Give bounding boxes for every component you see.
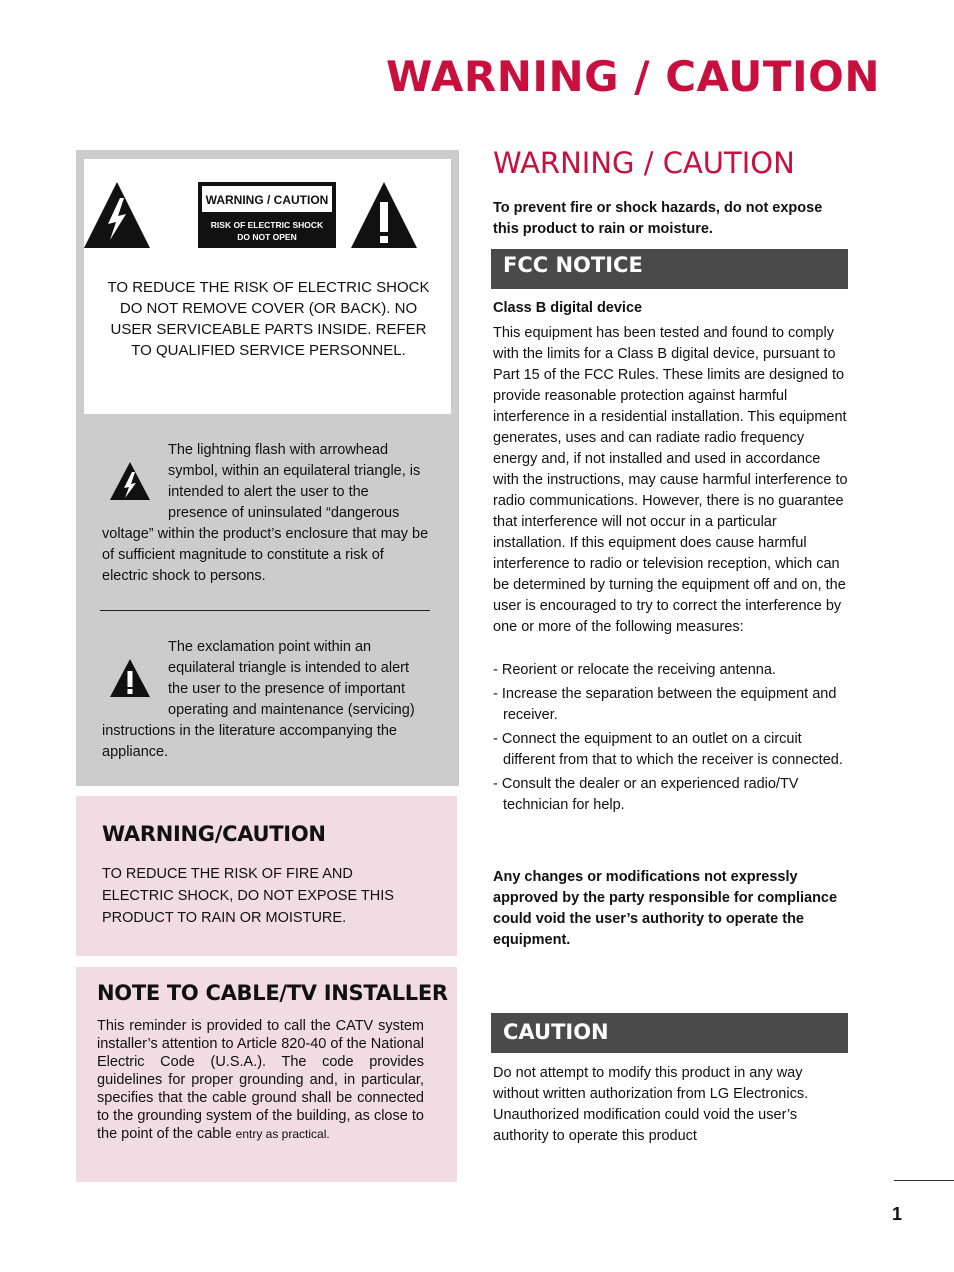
lightning-triangle-icon bbox=[102, 450, 158, 508]
installer-note-small: entry as practical. bbox=[235, 1127, 330, 1141]
warning-caution-text: TO REDUCE THE RISK OF FIRE AND ELECTRIC SHOCK, DO NOT EXPOSE THIS PRODUCT TO RAIN OR MOISTURE. bbox=[102, 866, 394, 926]
label-line2: DO NOT OPEN bbox=[237, 232, 297, 242]
list-item: - Increase the separation between the equipment and receiver. bbox=[493, 686, 837, 723]
footer-rule bbox=[894, 1180, 954, 1181]
section-title: WARNING / CAUTION bbox=[493, 146, 795, 180]
caution-text: Do not attempt to modify this product in any way without written authorization from LG Electronics. Unauthorized modification could void the user’s authority to operate this product bbox=[493, 1065, 809, 1144]
exclamation-triangle-icon bbox=[351, 182, 417, 248]
label-title: WARNING / CAUTION bbox=[205, 193, 329, 207]
lightning-triangle-icon bbox=[84, 182, 150, 248]
fcc-notice-text: This equipment has been tested and found to comply with the limits for a Class B digital device, pursuant to Part 15 of the FCC Rules. These limits are designed to provide reasonable protection against harmful interference in a residential installation. This equipment generates, uses and can radiate radio frequency energy and, if not installed and used in accordance with the instructions, may cause harmful interference to radio communications. However, there is no guarantee that interference will not occur in a particular installation. If this equipment does cause harmful interference to radio or television reception, which can be determined by turning the equipment off and on, the user is encouraged to try to correct the interference by one or more of the following measures: bbox=[493, 325, 848, 635]
divider bbox=[100, 610, 430, 611]
warning-caution-heading: WARNING/CAUTION bbox=[102, 822, 326, 846]
fcc-notice-heading: FCC NOTICE bbox=[491, 249, 848, 289]
intro-text: To prevent fire or shock hazards, do not expose this product to rain or moisture. bbox=[493, 200, 823, 237]
page-number: 1 bbox=[892, 1204, 903, 1224]
exclamation-text: The exclamation point within an equilateral triangle is intended to alert the user to the presence of important operating and maintenance (servicing) instructions in the literature accompanying the appliance. bbox=[102, 639, 415, 760]
exclamation-symbol-explanation bbox=[102, 637, 432, 763]
list-item: - Reorient or relocate the receiving antenna. bbox=[493, 662, 776, 678]
installer-note-text bbox=[97, 1017, 424, 1143]
warning-label-graphic bbox=[84, 182, 451, 252]
list-item: - Connect the equipment to an outlet on a circuit different from that to which the receiver is connected. bbox=[493, 731, 843, 768]
warning-label-box bbox=[198, 182, 336, 248]
measures-list bbox=[493, 660, 849, 819]
caution-heading: CAUTION bbox=[491, 1013, 848, 1053]
list-item: - Consult the dealer or an experienced radio/TV technician for help. bbox=[493, 776, 799, 813]
exclamation-triangle-icon bbox=[102, 647, 158, 705]
installer-note-heading: NOTE TO CABLE/TV INSTALLER bbox=[97, 981, 448, 1005]
lightning-text: The lightning flash with arrowhead symbol, within an equilateral triangle, is intended to alert the user to the presence of uninsulated “dangerous voltage” within the product’s enclosure that may be of sufficient magnitude to constitute a risk of electric shock to persons. bbox=[102, 442, 429, 584]
lightning-symbol-explanation bbox=[102, 440, 432, 587]
label-line1: RISK OF ELECTRIC SHOCK bbox=[210, 220, 324, 230]
page-title: WARNING / CAUTION bbox=[385, 52, 880, 101]
modifications-warning: Any changes or modifications not expressly approved by the party responsible for compliance could void the user’s authority to operate the equipment. bbox=[493, 869, 838, 948]
class-b-subheading: Class B digital device bbox=[493, 300, 643, 316]
shock-warning-text: TO REDUCE THE RISK OF ELECTRIC SHOCK DO NOT REMOVE COVER (OR BACK). NO USER SERVICEABLE PARTS INSIDE. REFER TO QUALIFIED SERVICE PERSONNEL. bbox=[107, 279, 430, 359]
installer-note-main: This reminder is provided to call the CATV system installer’s attention to Article 820-40 of the National Electric Code (U.S.A.). The code provides guidelines for proper grounding and, in particular, specifies that the cable ground shall be connected to the grounding system of the building, as close to the point of the cable bbox=[97, 1018, 424, 1142]
